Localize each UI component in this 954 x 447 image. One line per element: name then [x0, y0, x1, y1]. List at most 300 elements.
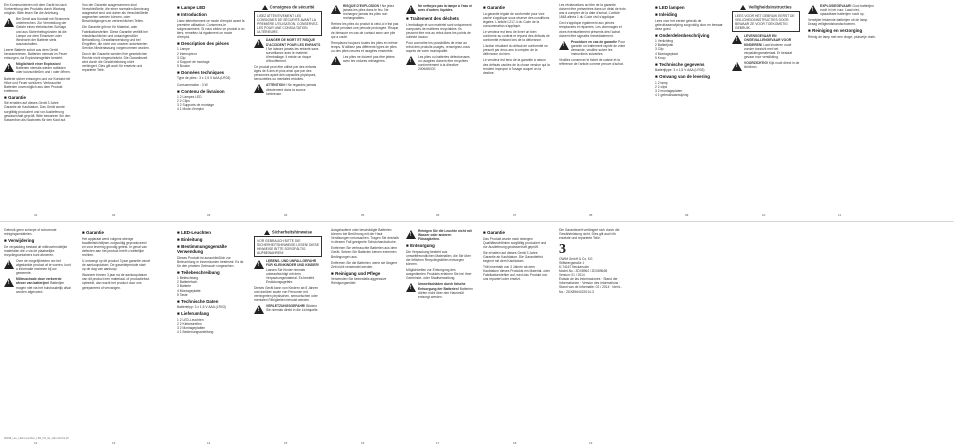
warning-block — [254, 259, 322, 284]
paragraph: Le vendeur est tenu de la garantie à raison des défauts cachés de la chose vendue qui la rendent impropre à l'usage auquel on la destine. — [483, 58, 550, 75]
warning-body: Ne laissez jamais les enfants sans surveillance avec le matériel d'emballage. Il existe un risque d'étouffement. — [266, 46, 319, 63]
list-item-number: 1 — [655, 39, 658, 44]
page-number: 08 — [589, 213, 593, 217]
warning-text — [744, 61, 800, 71]
section-heading — [4, 95, 72, 100]
warning-text — [418, 55, 474, 71]
page-number: 05 — [361, 213, 365, 217]
manufacturer-line: Version: 01 / 2014 — [559, 273, 585, 278]
paragraph: Ein Kommunizieren mit dem Gerät ist nach Vorbereitung des Produkts durch Wartung möglich. Bitte lesen Sie die Anleitung. — [4, 3, 67, 16]
section-heading — [655, 12, 723, 17]
paragraph: Veuillez conserver le ticket de caisse et la référence de l'article comme preuve d'achat. — [559, 58, 624, 67]
list-item-number: 1 — [177, 317, 180, 322]
paragraph: Ausgelaufene oder beschädigte Batterien können bei Berührung mit der Haut Verätzungen verursachen. Tragen Sie deshalb in diesem Fall geeignete Schutzhandschuhe. — [331, 228, 399, 245]
warning-triangle-icon — [254, 260, 264, 269]
warning-triangle-icon — [732, 35, 742, 44]
warning-block — [732, 61, 800, 71]
warning-body: Lassen Sie Kinder niemals unbeaufsichtigt mit dem Verpackungsmaterial. Es besteht Erstickungsgefahr. — [266, 267, 315, 284]
warning-heading: VERLETZUNGSGEFAHR! — [266, 304, 307, 309]
section-heading — [655, 5, 723, 10]
section-heading — [177, 230, 245, 235]
paragraph: Batterie sicher entsorgen und vor Kontakt mit Hitze und Feuer schützen. Verbrauchte Batterien unverzüglich aus dem Produkt entfernen. — [4, 76, 70, 93]
list-item-label: 2 montageplaten — [657, 89, 683, 94]
warning-heading: RISQUE D'EXPLOSION ! — [343, 4, 382, 8]
list-item-number: 2 — [177, 99, 180, 104]
warning-block — [732, 34, 800, 59]
warning-text — [820, 4, 876, 16]
paragraph: Wanneer binnen 3 jaar na de aankoopdatum van dit product een materiaal- of productiefout optreedt, dan wordt het product door ons gerepareerd of vervangen. — [82, 273, 150, 290]
paragraph: Batterijtype: 3 x 1,5 V AAA (LR03) — [655, 68, 705, 73]
list-item-number: 2 — [177, 280, 180, 285]
safety-title-text: Veiligheidsinstructies — [748, 4, 792, 10]
page-number: 19 — [589, 441, 593, 445]
warning-body: Les piles ou batteries défectueuses ou usagées doivent être recyclées conformément à la directive 2006/66/CE. — [418, 55, 470, 72]
paragraph: La garantie légale de conformité pour vice caché s'applique sous réserve des conditions légales. L'article L217-4 du Code de la consommation s'applique. — [483, 11, 550, 28]
warning-body: Batterien dürfen nicht über den Hausmüll entsorgt werden. — [418, 286, 473, 299]
text-column — [559, 3, 627, 209]
section-heading — [177, 70, 245, 75]
paragraph: Sie erhalten auf dieses Gerät 3 Jahre Garantie ab Kaufdatum. Das Gerät wurde sorgfältig produziert und vor Auslieferung gewissenhaft geprüft. Bitte bewahren Sie den Kassenbon als Nachweis für den Kauf auf. — [4, 101, 71, 122]
text-column — [4, 3, 72, 209]
warning-heading: Umweltschäden durch falsche Entsorgung der Batterien! — [418, 282, 466, 291]
section-heading-text: Verwijdering — [8, 238, 35, 244]
print-footer: 95038_Leu_LED-Leuchten_LB3_FR_NL_DE.indd 19-20 — [4, 437, 69, 440]
list-item-number: 4 — [177, 59, 180, 64]
warning-block — [4, 259, 72, 275]
paragraph: Von der Garantie ausgenommen sind Verschleißteile, die einer normalen Abnutzung ausgesetzt sind und daher als Verschleißteile angesehen werden können, oder Beschädigungen an zerbrechlichen Teilen. — [82, 3, 150, 24]
list-item-number: 5 — [655, 55, 658, 60]
page-number: 15 — [284, 441, 288, 445]
heading-bullet-icon: ■ — [177, 40, 180, 46]
warning-triangle-icon — [254, 39, 264, 48]
warning-block — [406, 55, 474, 71]
paragraph: Het apparaat werd volgens strenge kwaliteitsrichtlijnen zorgvuldig geproduceerd en voor levering grondig getest. In geval van defecten aan het product heeft u wettelijke rechten. — [82, 236, 147, 257]
list-item-label: 2 Supports de montage — [179, 103, 215, 108]
section-heading-text: Onderdelenbeschrijving — [659, 32, 710, 38]
paragraph: Dieses Produkt ist ausschließlich zur Beleuchtung in Innenräumen bestimmt. Es ist für den privaten Gebrauch vorgesehen. — [177, 255, 244, 268]
section-heading — [177, 244, 245, 254]
list-item-number: 4 — [177, 288, 180, 293]
list-item-label: Verlichting — [657, 39, 673, 44]
list-item-number: 4 — [655, 51, 658, 56]
list-item — [177, 107, 245, 111]
text-column — [559, 228, 627, 434]
warning-body: Ne regardez jamais directement dans la source lumineuse. — [266, 83, 317, 96]
warning-heading: EXPLOSIEGEVAAR! — [820, 4, 853, 8]
list-item — [655, 56, 723, 60]
page-number: 13 — [112, 441, 116, 445]
paragraph: Le vendeur est tenu de livrer un bien conforme au contrat et répond des défauts de conformité existant lors de la délivrance. — [483, 29, 550, 43]
warning-block — [4, 17, 72, 46]
warning-body: Batterijen mogen niet via het huishoudelijk afval worden afgevoerd. — [16, 281, 71, 294]
page-number: 06 — [436, 213, 440, 217]
page-number: 10 — [762, 213, 766, 217]
section-heading — [177, 237, 245, 242]
list-item — [655, 93, 723, 97]
heading-bullet-icon: ■ — [177, 12, 180, 17]
paragraph: Lees voor het eerste gebruik de gebruiksaanwijzing zorgvuldig door en bewaar deze goed. — [655, 18, 723, 31]
warning-triangle-icon — [264, 230, 270, 235]
paragraph: Gebruik geen scherpe of schurende reinigingsmiddelen. — [4, 228, 57, 237]
leaflet-sheet-top — [0, 0, 954, 219]
paragraph: Verwijder lekkende batterijen uit de lamp. Draag veiligheidshandschoenen. — [808, 18, 869, 27]
warning-block — [559, 40, 627, 56]
safety-title-text: Consignes de sécurité — [269, 4, 315, 10]
list-item-number: 2 — [655, 43, 658, 48]
warning-text — [418, 229, 474, 241]
paragraph: Verwenden Sie keinesfalls aggressive Reinigungsmittel. — [331, 277, 387, 286]
list-item-label: 2 lamp — [657, 80, 668, 85]
text-column — [82, 3, 150, 209]
list-item — [177, 293, 245, 297]
warning-triangle-icon — [262, 5, 268, 10]
heading-bullet-icon: ■ — [808, 28, 811, 34]
warning-text — [16, 277, 72, 293]
paragraph: Durch die Garantie werden Ihre gesetzlichen Rechte nicht eingeschränkt. Die Garantiezeit wird durch die Gewährleistung nicht verlängert. Dies gilt auch für ersetzte und reparierte Teile. — [82, 52, 148, 73]
section-heading — [4, 238, 72, 243]
paragraph: Consommation : 3 W — [177, 82, 208, 87]
warning-body: Gooi batterijen nooit in het vuur. Laad niet-oplaadbare batterijen nooit op. — [820, 4, 874, 17]
warning-text — [266, 38, 322, 63]
list-item-label: Interrupteur — [179, 51, 197, 56]
paragraph: Les réclamations au titre de la garantie doivent être présentées dans un délai de trois ans à compter de la date d'achat. L'article 1648 alinéa 1 du Code civil s'applique. — [559, 3, 626, 20]
paragraph: Ce produit peut être utilisé par des enfants âgés de 8 ans et plus ainsi que par des personnes ayant des capacités physiques, sensorielles ou mentales réduites. — [254, 65, 317, 82]
warning-triangle-icon — [740, 5, 746, 10]
heading-bullet-icon: ■ — [655, 12, 658, 17]
list-item-label: 1 Bedienungsanleitung — [179, 330, 214, 335]
section-heading-text: LED-Leuchten — [181, 230, 211, 235]
paragraph: Remplacez toujours toutes les piles en même temps. N'utilisez pas différents types de piles ou des piles neuves et usagées ensemble. — [331, 40, 398, 53]
heading-bullet-icon: ■ — [655, 74, 658, 80]
list-item — [177, 64, 245, 68]
warning-heading: Ne nettoyez pas la lampe à l'eau ni avec d'autres liquides. — [418, 4, 473, 13]
paragraph: Möglichkeiten zur Entsorgung des ausgedienten Produkts erfahren Sie bei Ihrer Gemeinde- oder Stadtverwaltung. — [406, 268, 472, 281]
warning-triangle-icon — [331, 5, 341, 14]
page-number: 02 — [112, 213, 116, 217]
text-column — [4, 228, 72, 434]
section-heading-text: Reiniging en verzorging — [812, 28, 863, 34]
warning-body: Blicken Sie niemals direkt in die Lichtquelle. — [266, 304, 319, 313]
list-item-number: 1 — [177, 276, 180, 281]
text-column — [483, 228, 551, 434]
section-heading-text: Technische gegevens — [659, 61, 705, 67]
text-column — [177, 3, 245, 209]
list-item-number: 1 — [655, 80, 658, 85]
warning-body: Les piles ne doivent pas être jetées avec les ordures ménagères. — [343, 55, 395, 64]
heading-bullet-icon: ■ — [82, 230, 85, 235]
page-number: 12 — [34, 441, 38, 445]
list-item-label: 2 clips — [657, 84, 668, 89]
list-item-label: Support de montage — [179, 59, 210, 64]
list-item-label: 2 Clips — [179, 99, 190, 104]
manufacturer-line: Stiftsbergstraße 1 — [559, 261, 585, 266]
list-item-number: 2 — [177, 321, 180, 326]
list-item-number: 3 — [655, 47, 658, 52]
heading-bullet-icon: ■ — [177, 311, 180, 317]
manufacturer-block — [559, 243, 627, 277]
text-column — [331, 228, 399, 434]
page-number: 03 — [207, 213, 211, 217]
warning-block — [331, 55, 399, 65]
paragraph: Pour connaître les possibilités de mise au rebut des produits usagés, renseignez-vous auprès de votre municipalité. — [406, 40, 470, 54]
list-item-number: 3 — [177, 103, 180, 108]
section-heading — [177, 41, 245, 46]
warning-text — [266, 259, 322, 284]
text-column — [483, 3, 551, 209]
warning-triangle-icon — [406, 230, 416, 239]
text-column — [406, 3, 474, 209]
list-item-number: 3 — [655, 89, 658, 94]
heading-bullet-icon: ■ — [177, 5, 180, 10]
warning-body: Bei Gerät aus Kontakt mit Stromnetz unterbrechen. Zur Vermeidung der Gefahr eines elektrischen Schlags und aus Sicherheitsgründen ist die Lampe vor dem Einsetzen oder Wechseln der Batterie stets auszuschalten. — [16, 17, 70, 46]
section-heading — [655, 74, 723, 79]
section-heading-text: Contenu de livraison — [181, 88, 225, 94]
list-item-number: 3 — [177, 284, 180, 289]
list-item-label: 1 Mode d'emploi — [179, 107, 204, 112]
warning-text — [343, 4, 399, 20]
warning-triangle-icon — [732, 62, 742, 71]
safety-title — [254, 5, 322, 10]
page-number: 16 — [361, 441, 365, 445]
paragraph: U ontvangt op dit product 3 jaar garantie vanaf de aankoopdatum. De garantieperiode start op de dag van aankoop. — [82, 258, 150, 272]
list-item-label: Lampe — [179, 47, 190, 52]
text-column — [254, 228, 322, 434]
warning-block — [4, 277, 72, 293]
heading-bullet-icon: ■ — [655, 61, 658, 67]
section-heading-text: Teilebeschreibung — [181, 269, 220, 275]
warning-triangle-icon — [4, 260, 14, 269]
warning-triangle-icon — [406, 283, 416, 292]
section-heading — [177, 311, 245, 316]
warning-text — [266, 304, 322, 314]
warning-heading: LEVENSGEVAAR EN ONGEVALLENGEVAAR VOOR KINDEREN! — [744, 34, 792, 47]
section-heading-text: Bestimmungsgemäße Verwendung — [177, 244, 227, 254]
section-heading-text: Reinigung und Pflege — [335, 270, 381, 276]
warning-text — [744, 34, 800, 59]
warning-triangle-icon — [808, 5, 818, 14]
warning-triangle-icon — [4, 63, 14, 72]
warning-text — [343, 55, 399, 65]
list-item-label: 2 Montageplatten — [179, 326, 206, 331]
list-item-number: 4 — [177, 107, 180, 112]
section-heading-text: Garantie — [487, 230, 505, 235]
notice-box: VOR GEBRAUCH BITTE DIE SICHERHEITSHINWEISE LESEN! DIESE HINWEISE BITTE SORGFÄLTIG AUFBEWAHREN! — [254, 236, 322, 257]
list-item-number: 4 — [655, 93, 658, 98]
warning-body: Laat kinderen nooit zonder toezicht met het verpakkingsmateriaal. Er bestaat gevaar voor verstikking. — [744, 42, 793, 59]
warning-body: Over de mogelijkheden om het afgedankte product af te voeren, kunt u informatie inwinnen bij uw gemeente. — [16, 258, 71, 276]
warning-body: Ne jetez jamais les piles dans le feu. Ne rechargez jamais les piles non rechargeables. — [343, 4, 394, 21]
list-item-number: 5 — [177, 292, 180, 297]
manufacturer-line: Model-No.: ZDX8964 / ZDX8964B — [559, 269, 608, 274]
section-heading — [655, 62, 723, 67]
page-number: 11 — [838, 213, 842, 217]
paragraph: Das Produkt wurde nach strengen Qualitätsrichtlinien sorgfältig produziert und vor Auslieferung gewissenhaft geprüft. — [483, 236, 547, 249]
warning-heading: DANGER DE MORT ET RISQUE D'ACCIDENT POUR LES ENFANTS ! — [266, 38, 321, 51]
leaflet-sheet-bottom — [0, 225, 954, 447]
warning-block — [406, 4, 474, 14]
safety-title — [732, 5, 800, 10]
section-heading — [655, 33, 723, 38]
paragraph: Die Garantiezeit verlängert sich durch die Gewährleistung nicht. Dies gilt auch für ersetzte und reparierte Teile. — [559, 228, 620, 241]
text-column — [732, 3, 800, 209]
section-heading-text: Einleitung — [181, 237, 203, 242]
warning-block — [406, 282, 474, 298]
notice-box: LEES VOOR HET GEBRUIK EERST DE VEILIGHEIDSINSTRUCTIES DOOR. BEWAAR ZE VOOR TOEKOMSTIG GEBRUIK. — [732, 11, 800, 32]
heading-bullet-icon: ■ — [177, 244, 180, 249]
warning-body: Batterien niemals wieder aufladen oder kurzschließen und / oder öffnen. — [16, 66, 71, 75]
paragraph: Retirez les piles du produit si celui-ci n'est pas utilisé pendant une période prolongée. Risque de blessure en cas de contact avec une pile qui a coulé. — [331, 22, 399, 39]
list-item-label: Taste — [179, 292, 188, 297]
page-number: 07 — [513, 213, 517, 217]
heading-bullet-icon: ■ — [177, 269, 180, 275]
notice-box: LISEZ ATTENTIVEMENT LES CONSIGNES DE SÉCURITÉ AVANT LA PREMIÈRE UTILISATION. CONSERVEZ-LES POUR UNE CONSULTATION ULTÉRIEURE. — [254, 11, 322, 36]
warning-text — [571, 40, 627, 56]
warning-body: Pour garantir un traitement rapide de votre demande, veuillez suivre les instructions suivantes. — [571, 39, 626, 57]
heading-bullet-icon: ■ — [177, 69, 180, 75]
section-heading-text: Lampe LED — [181, 5, 206, 10]
list-item-label: Batterijvak — [657, 43, 674, 48]
list-item-label: 2 Lampes LED — [179, 95, 202, 100]
section-heading-text: Lieferumfang — [181, 311, 209, 317]
warning-text — [16, 259, 72, 275]
section-heading — [177, 89, 245, 94]
list-item-label: Bouton — [179, 63, 191, 68]
section-heading-text: Traitement des déchets — [410, 16, 459, 21]
warning-text — [16, 62, 72, 74]
list-item-number: 1 — [177, 47, 180, 52]
section-heading — [177, 299, 245, 304]
warning-heading: ATTENTION ! — [266, 83, 288, 88]
list-item-number: 2 — [655, 84, 658, 89]
safety-title — [254, 230, 322, 235]
warning-block — [254, 38, 322, 63]
page-number: 09 — [685, 213, 689, 217]
warning-block — [406, 229, 474, 241]
warning-triangle-icon — [331, 56, 341, 65]
section-heading — [331, 271, 399, 276]
section-heading — [483, 5, 551, 10]
page-number: 01 — [34, 213, 38, 217]
page-number: 17 — [436, 441, 440, 445]
warning-heading: LEBENS- UND UNFALLGEFAHR FÜR KLEINKINDER UND KINDER! — [266, 259, 319, 268]
section-heading — [483, 230, 551, 235]
warning-block — [254, 304, 322, 314]
warning-text — [418, 282, 474, 298]
heading-bullet-icon: ■ — [331, 270, 334, 276]
list-item-label: Clip — [179, 55, 186, 60]
warning-heading: Möglichkeit einer Explosion! — [16, 62, 61, 67]
text-column — [82, 228, 150, 434]
warning-heading: VOORZICHTIG! — [744, 60, 769, 65]
list-item-label: 2 Klebestreifen — [179, 321, 202, 326]
section-heading-text: LED lampen — [659, 5, 685, 10]
text-column — [177, 228, 245, 434]
section-heading — [177, 5, 245, 10]
paragraph: Batterietyp: 3 x 1,5 V AAA (LR03) — [177, 305, 226, 310]
paragraph: Entfernen Sie verbrauchte Batterien aus dem Gerät. Setzen Sie Batterien keinen extremen Bedingungen aus. — [331, 246, 397, 259]
paragraph: Sie erhalten auf dieses Gerät 3 Jahre Garantie ab Kaufdatum. Die Garantiefrist beginnt mit dem Kaufdatum. — [483, 250, 543, 263]
warning-triangle-icon — [406, 5, 416, 14]
section-heading-text: Garantie — [487, 5, 505, 10]
paragraph: De verpakking bestaat uit milieuvriendelijke materialen die u via de plaatselijke recyclingcontainers kunt afvoeren. — [4, 244, 68, 257]
warning-block — [331, 4, 399, 20]
section-heading-text: Technische Daten — [181, 298, 219, 304]
section-heading-text: Garantie — [86, 230, 104, 235]
section-heading-text: Entsorgung — [410, 243, 435, 249]
heading-bullet-icon: ■ — [4, 238, 7, 244]
section-heading-text: Inleiding — [659, 12, 678, 17]
paragraph: Estado de las informaciones · Stand der Informationen · Version des informations · Stand van de informatie: 02 / 2014 · Ident.-No.: ZDX8964022014-3 — [559, 277, 622, 294]
text-column — [406, 228, 474, 434]
warning-text — [418, 4, 474, 14]
heading-bullet-icon: ■ — [177, 88, 180, 94]
page-number: 14 — [207, 441, 211, 445]
paragraph: Die Garantie gilt nur für Material- oder Fabrikationsfehler. Diese Garantie verfällt bei missbräuchlicher und unsachgemäßer Behandlung, Gewaltanwendung und bei Eingriffen, die nicht von unserer autorisierten Service-Niederlassung vorgenommen wurden. — [82, 25, 150, 50]
section-heading — [177, 12, 245, 17]
page-number: 04 — [284, 213, 288, 217]
list-item-label: Montageplaat — [657, 51, 678, 56]
list-item-number: 3 — [177, 55, 180, 60]
list-item — [177, 330, 245, 334]
paragraph: Entfernen Sie die Batterien, wenn sie längere Zeit nicht verwendet werden. — [331, 260, 398, 269]
warning-triangle-icon — [559, 41, 569, 50]
warning-text — [266, 83, 322, 95]
heading-bullet-icon: ■ — [406, 16, 409, 21]
list-item-label: Batteriefach — [179, 280, 198, 285]
section-heading — [406, 16, 474, 21]
list-item-label: Batterie — [179, 284, 192, 289]
section-heading — [177, 270, 245, 275]
paragraph: Tritt innerhalb von 3 Jahren ab dem Kaufdatum dieses Produkts ein Material- oder Fabrikationsfehler auf, wird das Produkt von uns repariert oder ersetzt. — [483, 265, 550, 282]
list-item-number: 2 — [177, 51, 180, 56]
list-item-label: Montageplatte — [179, 288, 201, 293]
heading-bullet-icon: ■ — [177, 298, 180, 304]
paragraph: Die Verpackung besteht aus umweltfreundlichen Materialien, die Sie über die örtlichen Recyclingstellen entsorgen können. — [406, 249, 471, 267]
text-column — [254, 3, 322, 209]
warning-block — [808, 4, 876, 16]
manufacturer-line: OWIM GmbH & Co. KG — [559, 257, 593, 262]
section-heading-text: Introduction — [181, 12, 207, 17]
paragraph: Leerer Batterie sofort aus dem Gerät herausnehmen. Batterien niemals im Feuer entsorgen, da Explosionsgefahr besteht. — [4, 47, 68, 61]
heading-bullet-icon: ■ — [483, 5, 486, 10]
warning-triangle-icon — [4, 18, 14, 27]
warning-triangle-icon — [254, 305, 264, 314]
warning-heading: Reinigen Sie die Leuchte nicht mit Wasser oder anderen Flüssigkeiten. — [418, 229, 472, 242]
list-item-label: Beleuchtung — [179, 276, 199, 281]
heading-bullet-icon: ■ — [655, 32, 658, 38]
heading-bullet-icon: ■ — [177, 237, 180, 242]
paragraph: Type de piles : 3 x 1,5 V AAA (LR03) — [177, 76, 231, 81]
section-heading — [406, 243, 474, 248]
list-item-label: Knop — [657, 55, 666, 60]
paragraph: L'emballage et son matériel sont uniquement composés de matières recyclables. Ils peuvent être mis au rebut dans les points de collecte locaux. — [406, 22, 472, 39]
text-column — [331, 3, 399, 209]
paragraph: Reinig de lamp met een droge, pluisvrije doek. — [808, 34, 876, 39]
paragraph: Dieses Gerät kann von Kindern ab 8 Jahren und darüber sowie von Personen mit verringerten physischen, sensorischen oder mentalen Fähigkeiten benutzt werden. — [254, 285, 319, 303]
heading-bullet-icon: ■ — [655, 5, 658, 10]
section-heading-text: Omvang van de levering — [659, 74, 710, 80]
warning-block — [4, 62, 72, 74]
warning-heading: Milieuschade door verkeerde afvoer van batterijen! — [16, 277, 62, 286]
paragraph: Lisez attentivement ce mode d'emploi avant la première utilisation. Conservez-le soigneusement. Si vous cédez ce produit à un tiers, remettez-lui également ce mode d'emploi. — [177, 18, 245, 39]
text-column — [808, 3, 876, 209]
list-item-label: 2 LED-Leuchten — [179, 317, 204, 322]
list-item-number: 5 — [177, 63, 180, 68]
section-heading — [82, 230, 150, 235]
sheet-divider — [0, 221, 954, 222]
warning-triangle-icon — [406, 56, 416, 65]
heading-bullet-icon: ■ — [177, 230, 180, 235]
